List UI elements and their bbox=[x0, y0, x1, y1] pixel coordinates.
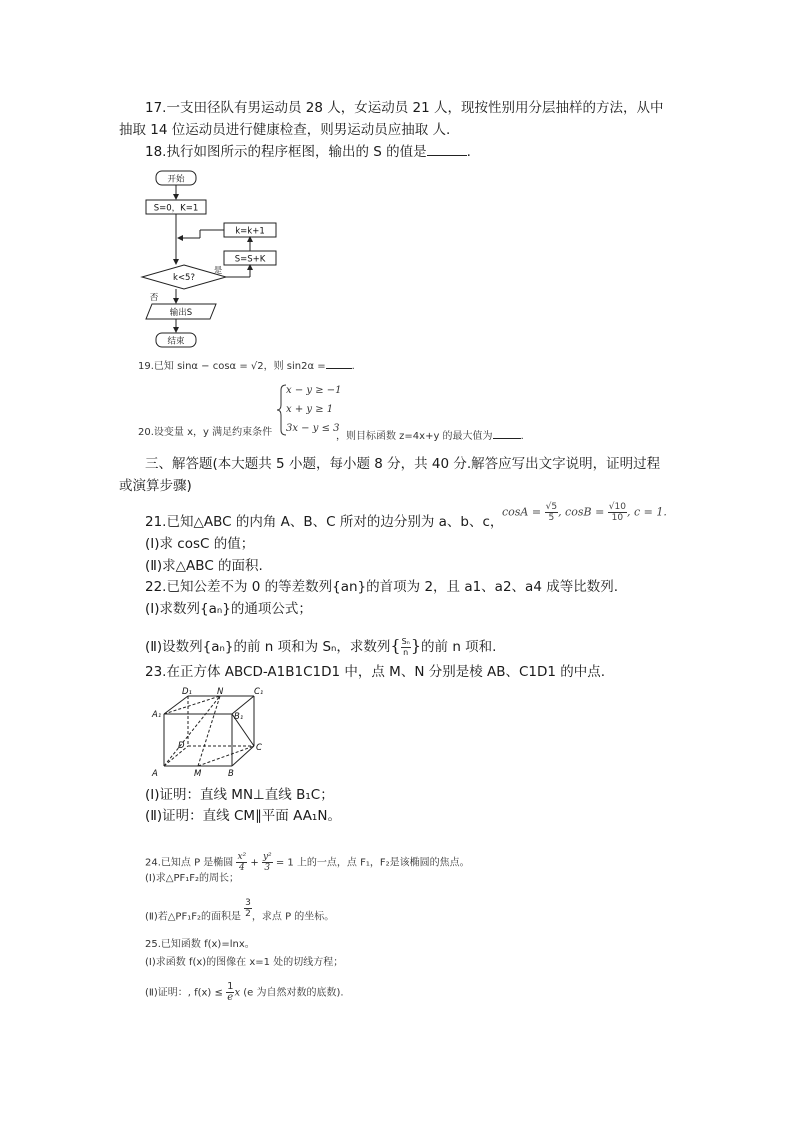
flow-sum-label: S=S+K bbox=[234, 254, 266, 265]
flow-no-label: 否 bbox=[149, 293, 159, 303]
q21-cosA-label: cosA = bbox=[502, 505, 542, 519]
q24-ellipse-den2: 3 bbox=[264, 863, 271, 873]
q22-part2-pre: (Ⅱ)设数列{aₙ}的前 n 项和为 Sₙ，求数列 bbox=[145, 639, 391, 655]
q21-given-values bbox=[502, 502, 667, 523]
cube-label-C: C bbox=[256, 743, 262, 753]
flow-increment-label: k=k+1 bbox=[235, 226, 265, 237]
q24-ellipse-plus: + bbox=[250, 857, 259, 869]
q21-cosB-num: √10 bbox=[608, 502, 626, 512]
q23-part1: (Ⅰ)证明：直线 MN⊥直线 B₁C； bbox=[145, 787, 334, 803]
q20-answer-blank bbox=[493, 426, 521, 439]
cube-diagram bbox=[150, 686, 270, 778]
flow-start-label: 开始 bbox=[167, 174, 185, 185]
q19-stem: 19.已知 sinα − cosα = √2，则 sin2α = bbox=[138, 361, 326, 372]
q21-part1: (Ⅰ)求 cosC 的值； bbox=[145, 536, 255, 552]
q18-stem: 18.执行如图所示的程序框图，输出的 S 的值是 bbox=[145, 144, 427, 160]
q25-part1: (Ⅰ)求函数 f(x)的图像在 x=1 处的切线方程； bbox=[145, 957, 344, 968]
q25-frac-den: e bbox=[227, 992, 234, 1003]
q24-part2-pre: (Ⅱ)若△PF₁F₂的面积是 bbox=[145, 911, 241, 923]
q24-frac-den: 2 bbox=[245, 909, 251, 919]
q24-stem bbox=[145, 852, 470, 873]
q21-cosA-num: √5 bbox=[545, 502, 558, 512]
q24-stem-pre: 24.已知点 P 是椭圆 bbox=[145, 857, 234, 869]
q21-cosB-den: 10 bbox=[611, 513, 624, 523]
q25-stem: 25.已知函数 f(x)=lnx。 bbox=[145, 939, 255, 950]
q20-stem-pre: 20.设变量 x，y 满足约束条件 bbox=[138, 427, 273, 438]
cube-label-A1: A₁ bbox=[152, 710, 162, 720]
q20-post-text: ，则目标函数 z=4x+y 的最大值为 bbox=[336, 431, 493, 442]
q18-answer-blank bbox=[427, 143, 467, 156]
q23-part2: (Ⅱ)证明：直线 CM∥平面 AA₁N。 bbox=[145, 808, 341, 824]
q20-stem-post bbox=[336, 426, 524, 444]
q22-frac-num: Sₙ bbox=[401, 636, 410, 646]
q24-ellipse-eq: = 1 bbox=[275, 857, 294, 869]
q22-part2: (Ⅱ)设数列{aₙ}的前 n 项和为 Sₙ，求数列{ $\frac{\text{Sₙ}}{n}$ }的前 n 项和. bbox=[145, 636, 497, 657]
q25-part2-post: (e 为自然对数的底数). bbox=[243, 987, 344, 999]
q22-stem: 22.已知公差不为 0 的等差数列{an}的首项为 2，且 a1、a2、a4 成等比数列. bbox=[145, 579, 618, 595]
flow-yes-label: 是 bbox=[213, 266, 223, 276]
q25-part2 bbox=[145, 982, 344, 1003]
q21-c-label: , c = 1. bbox=[626, 505, 667, 519]
q18-text bbox=[145, 142, 471, 162]
q22-frac-den: n bbox=[403, 647, 409, 657]
q17-line2: 抽取 14 位运动员进行健康检查，则男运动员应抽取 人. bbox=[119, 122, 451, 138]
cube-label-D1: D₁ bbox=[182, 687, 192, 697]
q24-part2-post: ，求点 P 的坐标。 bbox=[251, 911, 335, 923]
q24-part2 bbox=[145, 898, 335, 927]
q21-part2: (Ⅱ)求△ABC 的面积. bbox=[145, 558, 263, 574]
section3-line1: 三、解答题(本大题共 5 小题，每小题 8 分，共 40 分.解答应写出文字说明，证明过程 bbox=[145, 456, 661, 472]
cube-label-B: B bbox=[228, 769, 234, 778]
q24-ellipse-num1: x² bbox=[237, 852, 247, 862]
q21-stem: 21.已知△ABC 的内角 A、B、C 所对的边分别为 a、b、c， bbox=[145, 514, 504, 530]
flow-end-label: 结束 bbox=[167, 336, 185, 347]
flow-condition-label: k<5? bbox=[173, 273, 195, 283]
q20-end: . bbox=[520, 431, 524, 442]
cube-label-B1: B₁ bbox=[234, 712, 244, 722]
q23-stem: 23.在正方体 ABCD-A1B1C1D1 中，点 M、N 分别是棱 AB、C1D1 的中点. bbox=[145, 664, 606, 680]
q20-constraint-3: 3x − y ≤ 3 bbox=[286, 423, 340, 434]
q19-text bbox=[138, 356, 355, 374]
q24-frac-num: 3 bbox=[245, 898, 251, 908]
q21-cosB-label: , cosB = bbox=[558, 505, 605, 519]
section3-line2: 或演算步骤) bbox=[119, 478, 192, 494]
q24-ellipse-num2: y² bbox=[262, 852, 272, 862]
cube-label-D: D bbox=[178, 741, 185, 751]
q24-stem-post: 上的一点，点 F₁，F₂是该椭圆的焦点。 bbox=[296, 857, 470, 869]
q22-part1: (Ⅰ)求数列{aₙ}的通项公式； bbox=[145, 601, 312, 617]
q25-part2-pre: (Ⅱ)证明：, f(x) ≤ bbox=[145, 987, 223, 999]
q25-frac-num: 1 bbox=[227, 981, 234, 992]
q22-part2-post: 的前 n 项和. bbox=[421, 639, 497, 655]
q20-constraint-1: x − y ≥ −1 bbox=[286, 385, 342, 396]
cube-label-C1: C₁ bbox=[254, 687, 264, 697]
q17-line1: 17.一支田径队有男运动员 28 人，女运动员 21 人，现按性别用分层抽样的方法，从中 bbox=[145, 100, 664, 116]
q21-cosA-den: 5 bbox=[548, 513, 555, 523]
q18-end: . bbox=[466, 144, 471, 160]
q24-ellipse-den1: 4 bbox=[238, 863, 245, 873]
cube-label-N: N bbox=[217, 687, 224, 697]
cube-label-M: M bbox=[194, 769, 202, 778]
q20-constraint-2: x + y ≥ 1 bbox=[286, 404, 334, 415]
flow-init-label: S=0，K=1 bbox=[153, 203, 199, 214]
q19-end: . bbox=[351, 361, 355, 372]
program-flowchart bbox=[140, 168, 290, 350]
cube-label-A: A bbox=[152, 769, 158, 778]
flow-output-label: 输出S bbox=[169, 308, 193, 318]
q24-part1: (Ⅰ)求△PF₁F₂的周长； bbox=[145, 873, 239, 884]
q19-answer-blank bbox=[326, 356, 352, 369]
q25-x: x bbox=[234, 987, 241, 999]
